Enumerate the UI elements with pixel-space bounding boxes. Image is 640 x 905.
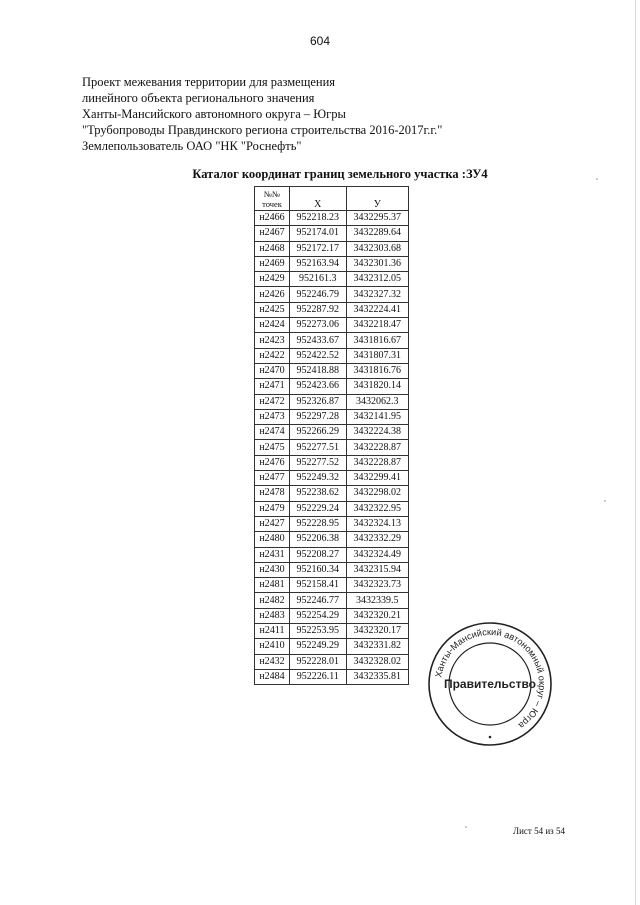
table-row [255,226,409,241]
table-row [255,516,409,531]
cell-x: 952326.87 [290,394,347,409]
table-row [255,608,409,623]
cell-x: 952160.34 [290,562,347,577]
cell-x: 952208.27 [290,547,347,562]
cell-point: н2411 [255,624,290,639]
cell-x: 952163.94 [290,256,347,271]
cell-point: н2469 [255,256,290,271]
cell-y: 3432332.29 [346,532,408,547]
table-row [255,379,409,394]
cell-x: 952277.51 [290,440,347,455]
table-row [255,272,409,287]
cell-y: 3432062.3 [346,394,408,409]
cell-y: 3432312.05 [346,272,408,287]
table-row [255,440,409,455]
cell-point: н2481 [255,578,290,593]
page-number: 604 [309,34,331,48]
table-row [255,547,409,562]
header-point-line2: точек [262,198,282,209]
table-row [255,669,409,684]
cell-x: 952158.41 [290,578,347,593]
cell-point: н2467 [255,226,290,241]
scan-speck [596,178,598,180]
table-body [255,211,409,685]
cell-y: 3432298.02 [346,486,408,501]
cell-x: 952254.29 [290,608,347,623]
cell-y: 3431816.67 [346,333,408,348]
seal-stamp [427,621,553,747]
cell-point: н2482 [255,593,290,608]
cell-y: 3431807.31 [346,348,408,363]
cell-point: н2410 [255,639,290,654]
cell-x: 952229.24 [290,501,347,516]
cell-y: 3432315.94 [346,562,408,577]
table-row [255,532,409,547]
cell-x: 952246.77 [290,593,347,608]
cell-point: н2478 [255,486,290,501]
header-y: У [346,187,408,211]
header-line: линейного объекта регионального значения [82,91,315,105]
cell-x: 952418.88 [290,363,347,378]
catalog-title: Каталог координат границ земельного участка :ЗУ4 [192,167,488,181]
table-row [255,562,409,577]
scan-speck [604,500,606,502]
table-row [255,501,409,516]
cell-point: н2475 [255,440,290,455]
header-point [255,187,290,211]
table-row [255,578,409,593]
cell-x: 952228.95 [290,516,347,531]
table-row [255,211,409,226]
cell-y: 3431820.14 [346,379,408,394]
cell-x: 952253.95 [290,624,347,639]
cell-point: н2424 [255,318,290,333]
cell-x: 952266.29 [290,425,347,440]
cell-y: 3432324.49 [346,547,408,562]
cell-x: 952218.23 [290,211,347,226]
cell-x: 952249.32 [290,471,347,486]
table-row [255,287,409,302]
cell-x: 952273.06 [290,318,347,333]
cell-x: 952238.62 [290,486,347,501]
cell-x: 952226.11 [290,669,347,684]
table-row [255,318,409,333]
table-row [255,624,409,639]
cell-y: 3432328.02 [346,654,408,669]
cell-y: 3432228.87 [346,440,408,455]
header-x: X [290,187,347,211]
cell-point: н2470 [255,363,290,378]
cell-x: 952277.52 [290,455,347,470]
cell-x: 952287.92 [290,302,347,317]
table-row [255,654,409,669]
cell-y: 3432289.64 [346,226,408,241]
cell-y: 3432141.95 [346,409,408,424]
cell-y: 3432320.21 [346,608,408,623]
cell-x: 952423.66 [290,379,347,394]
cell-point: н2422 [255,348,290,363]
header-line: Проект межевания территории для размещения [82,75,336,89]
table-row [255,348,409,363]
cell-y: 3432224.41 [346,302,408,317]
cell-point: н2472 [255,394,290,409]
cell-point: н2429 [255,272,290,287]
cell-y: 3432301.36 [346,256,408,271]
cell-x: 952249.29 [290,639,347,654]
cell-x: 952161.3 [290,272,347,287]
cell-point: н2466 [255,211,290,226]
table-row [255,363,409,378]
cell-point: н2423 [255,333,290,348]
table-header-row [255,187,409,211]
cell-x: 952172.17 [290,241,347,256]
cell-point: н2484 [255,669,290,684]
table-row [255,639,409,654]
cell-point: н2480 [255,532,290,547]
table-row [255,455,409,470]
cell-point: н2483 [255,608,290,623]
table-row [255,471,409,486]
header-line: Землепользователь ОАО "НК "Роснефть" [82,139,302,153]
cell-point: н2479 [255,501,290,516]
cell-y: 3432324.13 [346,516,408,531]
header-line: Ханты-Мансийского автономного округа – Югры [82,107,346,121]
cell-y: 3432327.32 [346,287,408,302]
coordinates-table [254,186,409,685]
table-row [255,425,409,440]
sheet-counter: Лист 54 из 54 [513,826,565,836]
cell-y: 3432331.82 [346,639,408,654]
header-line: "Трубопроводы Правдинского региона строительства 2016-2017г.г." [82,123,443,137]
cell-y: 3432320.17 [346,624,408,639]
cell-x: 952174.01 [290,226,347,241]
table-row [255,593,409,608]
cell-y: 3432224.38 [346,425,408,440]
cell-x: 952206.38 [290,532,347,547]
seal-ring-text: Ханты-Мансийский автономный округ – Югра [433,626,548,731]
cell-x: 952228.01 [290,654,347,669]
seal-dot [489,736,492,739]
table-row [255,486,409,501]
cell-x: 952433.67 [290,333,347,348]
table-row [255,394,409,409]
cell-point: н2477 [255,471,290,486]
cell-y: 3432218.47 [346,318,408,333]
cell-y: 3432322.95 [346,501,408,516]
cell-point: н2473 [255,409,290,424]
cell-point: н2474 [255,425,290,440]
cell-point: н2432 [255,654,290,669]
table-row [255,241,409,256]
cell-y: 3431816.76 [346,363,408,378]
seal-center-text: Правительство [443,677,537,691]
cell-point: н2427 [255,516,290,531]
cell-point: н2471 [255,379,290,394]
cell-y: 3432335.81 [346,669,408,684]
cell-y: 3432323.73 [346,578,408,593]
table-row [255,333,409,348]
header-point-line1: №№ [263,188,281,199]
table-row [255,409,409,424]
scan-speck [465,826,467,828]
table-row [255,256,409,271]
cell-point: н2430 [255,562,290,577]
cell-y: 3432303.68 [346,241,408,256]
cell-point: н2468 [255,241,290,256]
table-row [255,302,409,317]
cell-x: 952297.28 [290,409,347,424]
cell-y: 3432295.37 [346,211,408,226]
cell-point: н2431 [255,547,290,562]
cell-y: 3432339.5 [346,593,408,608]
page-edge [635,0,636,905]
cell-x: 952246.79 [290,287,347,302]
cell-point: н2425 [255,302,290,317]
cell-x: 952422.52 [290,348,347,363]
cell-y: 3432228.87 [346,455,408,470]
cell-point: н2476 [255,455,290,470]
cell-y: 3432299.41 [346,471,408,486]
document-header [82,74,442,154]
cell-point: н2426 [255,287,290,302]
